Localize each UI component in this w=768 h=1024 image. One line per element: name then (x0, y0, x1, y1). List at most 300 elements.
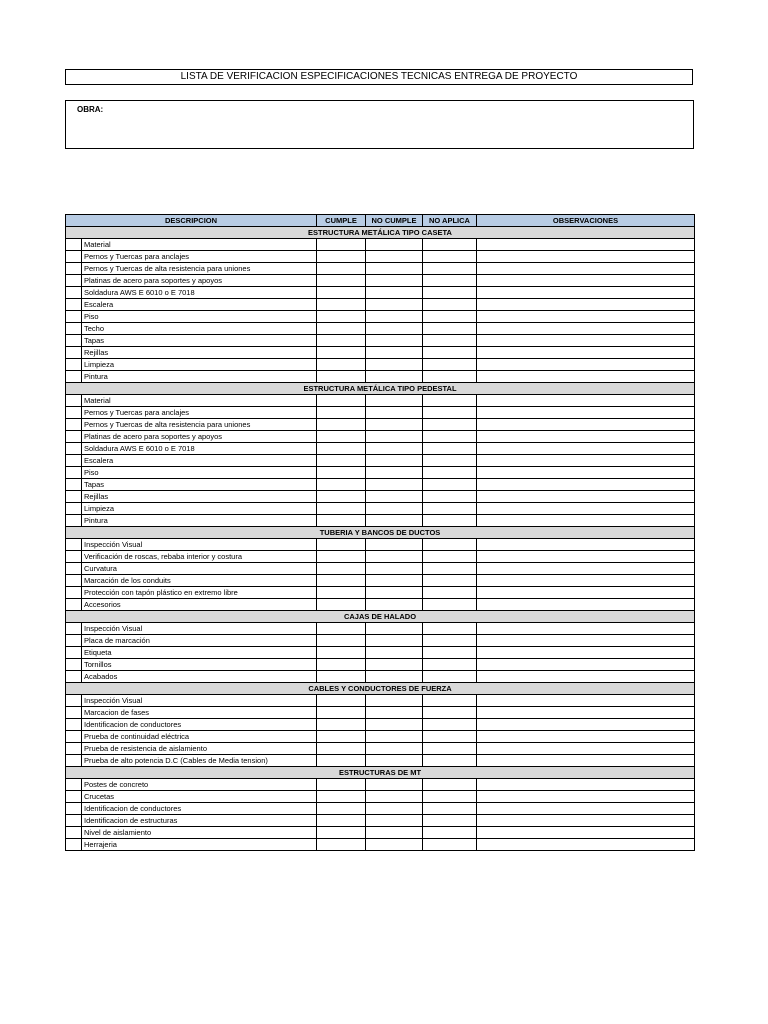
item-description: Soldadura AWS E 6010 o E 7018 (82, 443, 317, 455)
cumple-cell[interactable] (317, 587, 366, 599)
no-cumple-cell[interactable] (366, 827, 423, 839)
no-cumple-cell[interactable] (366, 263, 423, 275)
row-gutter (66, 623, 82, 635)
item-description: Techo (82, 323, 317, 335)
no-aplica-cell[interactable] (423, 491, 477, 503)
item-description: Material (82, 395, 317, 407)
item-description: Pernos y Tuercas para anclajes (82, 251, 317, 263)
checklist-row (66, 659, 695, 671)
cumple-cell[interactable] (317, 263, 366, 275)
item-description: Inspección Visual (82, 623, 317, 635)
observaciones-cell[interactable] (477, 239, 695, 251)
cumple-cell[interactable] (317, 467, 366, 479)
no-cumple-cell[interactable] (366, 311, 423, 323)
no-aplica-cell[interactable] (423, 659, 477, 671)
row-gutter (66, 443, 82, 455)
no-aplica-cell[interactable] (423, 239, 477, 251)
checklist-row (66, 311, 695, 323)
checklist-row (66, 287, 695, 299)
observaciones-cell[interactable] (477, 743, 695, 755)
checklist-row (66, 275, 695, 287)
checklist-row (66, 263, 695, 275)
section-row (66, 227, 695, 239)
no-aplica-cell[interactable] (423, 407, 477, 419)
row-gutter (66, 491, 82, 503)
item-description: Prueba de alto potencia D.C (Cables de Media tension) (82, 755, 317, 767)
checklist-row (66, 431, 695, 443)
observaciones-cell[interactable] (477, 407, 695, 419)
item-description: Piso (82, 467, 317, 479)
cumple-cell[interactable] (317, 839, 366, 851)
cumple-cell[interactable] (317, 719, 366, 731)
no-cumple-cell[interactable] (366, 443, 423, 455)
observaciones-cell[interactable] (477, 467, 695, 479)
cumple-cell[interactable] (317, 599, 366, 611)
observaciones-cell[interactable] (477, 335, 695, 347)
no-aplica-cell[interactable] (423, 671, 477, 683)
item-description: Tapas (82, 479, 317, 491)
observaciones-cell[interactable] (477, 479, 695, 491)
observaciones-cell[interactable] (477, 563, 695, 575)
item-description: Identificacion de conductores (82, 719, 317, 731)
no-cumple-cell[interactable] (366, 299, 423, 311)
checklist-row (66, 515, 695, 527)
row-gutter (66, 551, 82, 563)
cumple-cell[interactable] (317, 419, 366, 431)
row-gutter (66, 731, 82, 743)
no-cumple-cell[interactable] (366, 695, 423, 707)
no-aplica-cell[interactable] (423, 635, 477, 647)
no-aplica-cell[interactable] (423, 743, 477, 755)
checklist-row (66, 407, 695, 419)
no-cumple-cell[interactable] (366, 815, 423, 827)
section-row (66, 767, 695, 779)
row-gutter (66, 239, 82, 251)
no-cumple-cell[interactable] (366, 623, 423, 635)
no-cumple-cell[interactable] (366, 347, 423, 359)
no-aplica-cell[interactable] (423, 299, 477, 311)
observaciones-cell[interactable] (477, 707, 695, 719)
item-description: Platinas de acero para soportes y apoyos (82, 431, 317, 443)
observaciones-cell[interactable] (477, 251, 695, 263)
item-description: Pintura (82, 515, 317, 527)
cumple-cell[interactable] (317, 395, 366, 407)
observaciones-cell[interactable] (477, 347, 695, 359)
cumple-cell[interactable] (317, 563, 366, 575)
no-cumple-cell[interactable] (366, 671, 423, 683)
section-title: ESTRUCTURA METÁLICA TIPO CASETA (66, 227, 695, 239)
checklist-row (66, 479, 695, 491)
checklist-row (66, 587, 695, 599)
no-aplica-cell[interactable] (423, 587, 477, 599)
checklist-row (66, 419, 695, 431)
row-gutter (66, 479, 82, 491)
no-aplica-cell[interactable] (423, 347, 477, 359)
observaciones-cell[interactable] (477, 647, 695, 659)
no-aplica-cell[interactable] (423, 251, 477, 263)
checklist-row (66, 719, 695, 731)
cumple-cell[interactable] (317, 731, 366, 743)
row-gutter (66, 539, 82, 551)
header-no-aplica: NO APLICA (423, 215, 477, 227)
row-gutter (66, 311, 82, 323)
no-aplica-cell[interactable] (423, 707, 477, 719)
item-description: Limpieza (82, 359, 317, 371)
no-aplica-cell[interactable] (423, 335, 477, 347)
cumple-cell[interactable] (317, 455, 366, 467)
no-aplica-cell[interactable] (423, 563, 477, 575)
item-description: Pernos y Tuercas para anclajes (82, 407, 317, 419)
no-aplica-cell[interactable] (423, 623, 477, 635)
item-description: Pintura (82, 371, 317, 383)
row-gutter (66, 395, 82, 407)
cumple-cell[interactable] (317, 815, 366, 827)
checklist-row (66, 779, 695, 791)
checklist-row (66, 623, 695, 635)
section-title: ESTRUCTURAS DE MT (66, 767, 695, 779)
no-cumple-cell[interactable] (366, 467, 423, 479)
cumple-cell[interactable] (317, 287, 366, 299)
observaciones-cell[interactable] (477, 695, 695, 707)
checklist-row (66, 539, 695, 551)
row-gutter (66, 743, 82, 755)
observaciones-cell[interactable] (477, 299, 695, 311)
observaciones-cell[interactable] (477, 791, 695, 803)
item-description: Soldadura AWS E 6010 o E 7018 (82, 287, 317, 299)
cumple-cell[interactable] (317, 803, 366, 815)
observaciones-cell[interactable] (477, 359, 695, 371)
checklist-row (66, 635, 695, 647)
no-aplica-cell[interactable] (423, 647, 477, 659)
cumple-cell[interactable] (317, 671, 366, 683)
no-cumple-cell[interactable] (366, 755, 423, 767)
row-gutter (66, 263, 82, 275)
checklist-table (65, 214, 695, 851)
cumple-cell[interactable] (317, 635, 366, 647)
no-cumple-cell[interactable] (366, 839, 423, 851)
no-aplica-cell[interactable] (423, 755, 477, 767)
item-description: Tornillos (82, 659, 317, 671)
checklist-row (66, 599, 695, 611)
row-gutter (66, 647, 82, 659)
cumple-cell[interactable] (317, 575, 366, 587)
checklist-row (66, 671, 695, 683)
item-description: Postes de concreto (82, 779, 317, 791)
observaciones-cell[interactable] (477, 395, 695, 407)
observaciones-cell[interactable] (477, 575, 695, 587)
no-cumple-cell[interactable] (366, 599, 423, 611)
row-gutter (66, 635, 82, 647)
checklist-row (66, 743, 695, 755)
observaciones-cell[interactable] (477, 443, 695, 455)
item-description: Limpieza (82, 503, 317, 515)
no-aplica-cell[interactable] (423, 503, 477, 515)
item-description: Acabados (82, 671, 317, 683)
observaciones-cell[interactable] (477, 719, 695, 731)
cumple-cell[interactable] (317, 359, 366, 371)
checklist-row (66, 827, 695, 839)
observaciones-cell[interactable] (477, 275, 695, 287)
no-cumple-cell[interactable] (366, 575, 423, 587)
no-cumple-cell[interactable] (366, 491, 423, 503)
observaciones-cell[interactable] (477, 515, 695, 527)
no-cumple-cell[interactable] (366, 335, 423, 347)
checklist-row (66, 563, 695, 575)
no-aplica-cell[interactable] (423, 467, 477, 479)
no-aplica-cell[interactable] (423, 599, 477, 611)
checklist-row (66, 815, 695, 827)
no-aplica-cell[interactable] (423, 815, 477, 827)
no-cumple-cell[interactable] (366, 539, 423, 551)
cumple-cell[interactable] (317, 347, 366, 359)
observaciones-cell[interactable] (477, 551, 695, 563)
checklist-row (66, 443, 695, 455)
observaciones-cell[interactable] (477, 419, 695, 431)
no-cumple-cell[interactable] (366, 707, 423, 719)
row-gutter (66, 563, 82, 575)
cumple-cell[interactable] (317, 491, 366, 503)
row-gutter (66, 815, 82, 827)
observaciones-cell[interactable] (477, 539, 695, 551)
cumple-cell[interactable] (317, 239, 366, 251)
section-title: ESTRUCTURA METÁLICA TIPO PEDESTAL (66, 383, 695, 395)
no-aplica-cell[interactable] (423, 695, 477, 707)
no-cumple-cell[interactable] (366, 791, 423, 803)
no-cumple-cell[interactable] (366, 551, 423, 563)
checklist-row (66, 695, 695, 707)
observaciones-cell[interactable] (477, 431, 695, 443)
no-cumple-cell[interactable] (366, 647, 423, 659)
observaciones-cell[interactable] (477, 779, 695, 791)
row-gutter (66, 407, 82, 419)
row-gutter (66, 431, 82, 443)
no-aplica-cell[interactable] (423, 575, 477, 587)
observaciones-cell[interactable] (477, 503, 695, 515)
observaciones-cell[interactable] (477, 659, 695, 671)
no-aplica-cell[interactable] (423, 839, 477, 851)
observaciones-cell[interactable] (477, 803, 695, 815)
row-gutter (66, 599, 82, 611)
observaciones-cell[interactable] (477, 371, 695, 383)
cumple-cell[interactable] (317, 779, 366, 791)
no-cumple-cell[interactable] (366, 359, 423, 371)
no-cumple-cell[interactable] (366, 395, 423, 407)
cumple-cell[interactable] (317, 407, 366, 419)
observaciones-cell[interactable] (477, 287, 695, 299)
no-cumple-cell[interactable] (366, 515, 423, 527)
item-description: Platinas de acero para soportes y apoyos (82, 275, 317, 287)
no-cumple-cell[interactable] (366, 587, 423, 599)
no-aplica-cell[interactable] (423, 479, 477, 491)
no-cumple-cell[interactable] (366, 743, 423, 755)
no-cumple-cell[interactable] (366, 563, 423, 575)
observaciones-cell[interactable] (477, 731, 695, 743)
checklist-row (66, 551, 695, 563)
row-gutter (66, 671, 82, 683)
obra-label: OBRA: (77, 105, 104, 114)
cumple-cell[interactable] (317, 323, 366, 335)
cumple-cell[interactable] (317, 659, 366, 671)
cumple-cell[interactable] (317, 707, 366, 719)
obra-field[interactable] (65, 100, 694, 149)
no-cumple-cell[interactable] (366, 779, 423, 791)
cumple-cell[interactable] (317, 443, 366, 455)
row-gutter (66, 347, 82, 359)
item-description: Pernos y Tuercas de alta resistencia para uniones (82, 263, 317, 275)
item-description: Nivel de aislamiento (82, 827, 317, 839)
observaciones-cell[interactable] (477, 491, 695, 503)
no-cumple-cell[interactable] (366, 419, 423, 431)
cumple-cell[interactable] (317, 743, 366, 755)
row-gutter (66, 359, 82, 371)
no-aplica-cell[interactable] (423, 779, 477, 791)
no-aplica-cell[interactable] (423, 731, 477, 743)
cumple-cell[interactable] (317, 623, 366, 635)
cumple-cell[interactable] (317, 299, 366, 311)
cumple-cell[interactable] (317, 479, 366, 491)
cumple-cell[interactable] (317, 551, 366, 563)
cumple-cell[interactable] (317, 647, 366, 659)
no-cumple-cell[interactable] (366, 503, 423, 515)
no-aplica-cell[interactable] (423, 791, 477, 803)
cumple-cell[interactable] (317, 431, 366, 443)
no-aplica-cell[interactable] (423, 395, 477, 407)
no-cumple-cell[interactable] (366, 431, 423, 443)
no-cumple-cell[interactable] (366, 803, 423, 815)
cumple-cell[interactable] (317, 311, 366, 323)
item-description: Prueba de continuidad eléctrica (82, 731, 317, 743)
no-cumple-cell[interactable] (366, 479, 423, 491)
observaciones-cell[interactable] (477, 599, 695, 611)
no-aplica-cell[interactable] (423, 443, 477, 455)
observaciones-cell[interactable] (477, 815, 695, 827)
no-cumple-cell[interactable] (366, 239, 423, 251)
row-gutter (66, 251, 82, 263)
observaciones-cell[interactable] (477, 587, 695, 599)
checklist-row (66, 731, 695, 743)
no-cumple-cell[interactable] (366, 731, 423, 743)
checklist-row (66, 791, 695, 803)
row-gutter (66, 323, 82, 335)
observaciones-cell[interactable] (477, 755, 695, 767)
section-row (66, 611, 695, 623)
checklist-row (66, 323, 695, 335)
row-gutter (66, 803, 82, 815)
no-aplica-cell[interactable] (423, 275, 477, 287)
no-cumple-cell[interactable] (366, 323, 423, 335)
no-cumple-cell[interactable] (366, 371, 423, 383)
no-aplica-cell[interactable] (423, 311, 477, 323)
cumple-cell[interactable] (317, 371, 366, 383)
section-title: TUBERIA Y BANCOS DE DUCTOS (66, 527, 695, 539)
cumple-cell[interactable] (317, 755, 366, 767)
no-aplica-cell[interactable] (423, 719, 477, 731)
observaciones-cell[interactable] (477, 635, 695, 647)
no-cumple-cell[interactable] (366, 287, 423, 299)
cumple-cell[interactable] (317, 695, 366, 707)
no-aplica-cell[interactable] (423, 431, 477, 443)
item-description: Identificacion de conductores (82, 803, 317, 815)
row-gutter (66, 839, 82, 851)
no-cumple-cell[interactable] (366, 719, 423, 731)
no-aplica-cell[interactable] (423, 263, 477, 275)
no-cumple-cell[interactable] (366, 659, 423, 671)
checklist-row (66, 359, 695, 371)
item-description: Inspección Visual (82, 695, 317, 707)
observaciones-cell[interactable] (477, 455, 695, 467)
no-cumple-cell[interactable] (366, 635, 423, 647)
observaciones-cell[interactable] (477, 323, 695, 335)
item-description: Material (82, 239, 317, 251)
no-cumple-cell[interactable] (366, 275, 423, 287)
no-aplica-cell[interactable] (423, 551, 477, 563)
item-description: Etiqueta (82, 647, 317, 659)
no-cumple-cell[interactable] (366, 251, 423, 263)
observaciones-cell[interactable] (477, 263, 695, 275)
cumple-cell[interactable] (317, 515, 366, 527)
cumple-cell[interactable] (317, 503, 366, 515)
no-aplica-cell[interactable] (423, 287, 477, 299)
item-description: Identificacion de estructuras (82, 815, 317, 827)
cumple-cell[interactable] (317, 275, 366, 287)
checklist-row (66, 575, 695, 587)
observaciones-cell[interactable] (477, 839, 695, 851)
no-aplica-cell[interactable] (423, 455, 477, 467)
cumple-cell[interactable] (317, 827, 366, 839)
checklist-row (66, 491, 695, 503)
no-cumple-cell[interactable] (366, 455, 423, 467)
no-cumple-cell[interactable] (366, 407, 423, 419)
cumple-cell[interactable] (317, 335, 366, 347)
checklist-row (66, 371, 695, 383)
item-description: Protección con tapón plástico en extremo libre (82, 587, 317, 599)
item-description: Rejillas (82, 491, 317, 503)
no-aplica-cell[interactable] (423, 539, 477, 551)
item-description: Marcacion de fases (82, 707, 317, 719)
cumple-cell[interactable] (317, 539, 366, 551)
row-gutter (66, 695, 82, 707)
row-gutter (66, 287, 82, 299)
item-description: Accesorios (82, 599, 317, 611)
observaciones-cell[interactable] (477, 311, 695, 323)
no-aplica-cell[interactable] (423, 323, 477, 335)
observaciones-cell[interactable] (477, 827, 695, 839)
observaciones-cell[interactable] (477, 671, 695, 683)
section-row (66, 683, 695, 695)
cumple-cell[interactable] (317, 251, 366, 263)
item-description: Rejillas (82, 347, 317, 359)
checklist-row (66, 395, 695, 407)
item-description: Inspección Visual (82, 539, 317, 551)
document-title: LISTA DE VERIFICACION ESPECIFICACIONES TECNICAS ENTREGA DE PROYECTO (65, 69, 693, 85)
row-gutter (66, 779, 82, 791)
header-observaciones: OBSERVACIONES (477, 215, 695, 227)
checklist-row (66, 839, 695, 851)
row-gutter (66, 371, 82, 383)
no-aplica-cell[interactable] (423, 371, 477, 383)
cumple-cell[interactable] (317, 791, 366, 803)
observaciones-cell[interactable] (477, 623, 695, 635)
no-aplica-cell[interactable] (423, 515, 477, 527)
no-aplica-cell[interactable] (423, 803, 477, 815)
no-aplica-cell[interactable] (423, 419, 477, 431)
row-gutter (66, 503, 82, 515)
row-gutter (66, 575, 82, 587)
no-aplica-cell[interactable] (423, 827, 477, 839)
no-aplica-cell[interactable] (423, 359, 477, 371)
item-description: Herrajeria (82, 839, 317, 851)
checklist-row (66, 335, 695, 347)
